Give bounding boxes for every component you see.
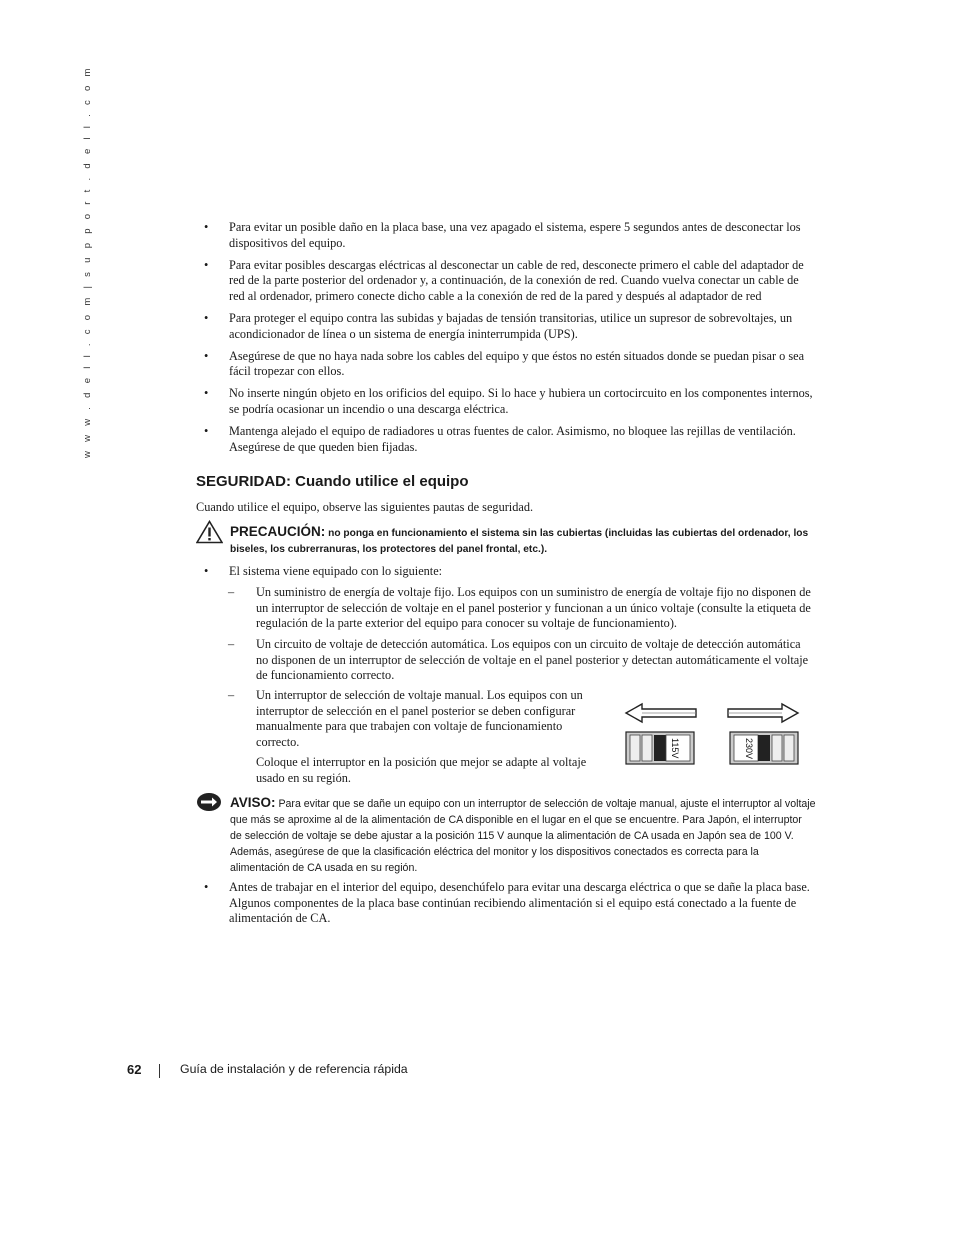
- list-item: • Para evitar un posible daño en la placa base, una vez apagado el sistema, espere 5 segundos antes de desconectar los dispositivos del equipo.: [204, 220, 801, 250]
- dash-item: – Un interruptor de selección de voltaje manual. Los equipos con un interruptor de selección en el panel posterior se deben configurar manualmente para que trabajen con voltaje de funcionamiento correcto.: [228, 688, 583, 749]
- notice-label: AVISO:: [230, 795, 276, 810]
- section-heading: SEGURIDAD: Cuando utilice el equipo: [196, 473, 469, 490]
- left-arrow-icon: [626, 704, 696, 722]
- notice-text: AVISO: Para evitar que se dañe un equipo con un interruptor de selección de voltaje manual, ajuste el interruptor al voltaje que más se aproxime al de la alimentación de CA disponible en el lugar en el que se encuentre. Para Japón, el interruptor de selección de voltaje se debe ajustar a la posición 115 V aunque la alimentación de CA usada en Japón sea de 100 V. Además, asegúrese de que la clasificación eléctrica del monitor y los dispositivos conectados es correcta para la alimentación de CA usada en su región.: [230, 795, 816, 874]
- right-arrow-icon: [728, 704, 798, 722]
- warning-triangle-icon: [196, 520, 223, 544]
- caution-text: PRECAUCIÓN: no ponga en funcionamiento el sistema sin las cubiertas (incluidas las cubiertas del ordenador, los biseles, los cubrerranuras, los protectores del panel frontal, etc.).: [230, 524, 809, 555]
- list-item: • Para evitar posibles descargas eléctricas al desconectar un cable de red, desconecte primero el cable del adaptador de red de la parte posterior del ordenador y, a continuación, de la conexión de red. Cuando vuelva conectar un cable de red al ordenador, primero conecte dicho cable a la conexión de red de la pared y después al adaptador de red: [204, 257, 804, 303]
- list-item: • No inserte ningún objeto en los orificios del equipo. Si lo hace y hubiera un cortocircuito en los componentes internos, se podría ocasionar un incendio o una descarga eléctrica.: [204, 386, 813, 416]
- side-url: w w w . d e l l . c o m | s u p p o r t . d e l l . c o m: [82, 65, 93, 458]
- caution-label: PRECAUCIÓN:: [230, 524, 326, 539]
- switch-115-icon: [626, 732, 694, 764]
- list-item: • Antes de trabajar en el interior del equipo, desenchúfelo para evitar una descarga eléctrica o que se dañe la placa base. Algunos componentes de la placa base continúan recibiendo alimentación si el equipo está conectado a la fuente de alimentación de CA.: [204, 880, 810, 926]
- list-item: • El sistema viene equipado con lo siguiente:: [204, 564, 443, 578]
- dash-followup: Coloque el interruptor en la posición que mejor se adapte al voltaje usado en su región.: [256, 755, 587, 785]
- dash-item: – Un circuito de voltaje de detección automática. Los equipos con un circuito de voltaje de detección automática no disponen de un interruptor de selección de voltaje en el panel posterior y detectan automáticamente el voltaje de funcionamiento correcto.: [228, 637, 809, 683]
- page-number: 62: [127, 1062, 142, 1077]
- switch-label-230: 230V: [744, 738, 754, 760]
- safety-bullet-list: [204, 220, 816, 462]
- voltage-switch-illustration: [620, 700, 804, 770]
- notice-icon: [196, 792, 222, 812]
- list-item: • Para proteger el equipo contra las subidas y bajadas de tensión transitorias, utilice un supresor de sobrevoltajes, un acondicionador de línea o un sistema de energía ininterrumpida (UPS).: [204, 310, 793, 341]
- switch-230-icon: [730, 732, 798, 764]
- list-item: • Asegúrese de que no haya nada sobre los cables del equipo y que éstos no estén situados donde se puedan pisar o sea fácil tropezar con ellos.: [204, 348, 805, 379]
- section-intro: Cuando utilice el equipo, observe las siguientes pautas de seguridad.: [196, 500, 534, 514]
- dash-item: – Un suministro de energía de voltaje fijo. Los equipos con un suministro de energía de voltaje fijo no disponen de un interruptor de selección de voltaje en el panel posterior y funcionan a un único voltaje (consulte la etiqueta de regulación de la parte exterior del equipo para conocer su voltaje de funcionamiento).: [228, 585, 811, 631]
- footer-title: Guía de instalación y de referencia rápida: [180, 1062, 408, 1076]
- list-item: • Mantenga alejado el equipo de radiadores u otras fuentes de calor. Asimismo, no bloquee las rejillas de ventilación. Asegúrese de que queden bien fijadas.: [204, 424, 796, 454]
- footer-divider: [159, 1064, 160, 1078]
- switch-label-115: 115V: [670, 738, 680, 759]
